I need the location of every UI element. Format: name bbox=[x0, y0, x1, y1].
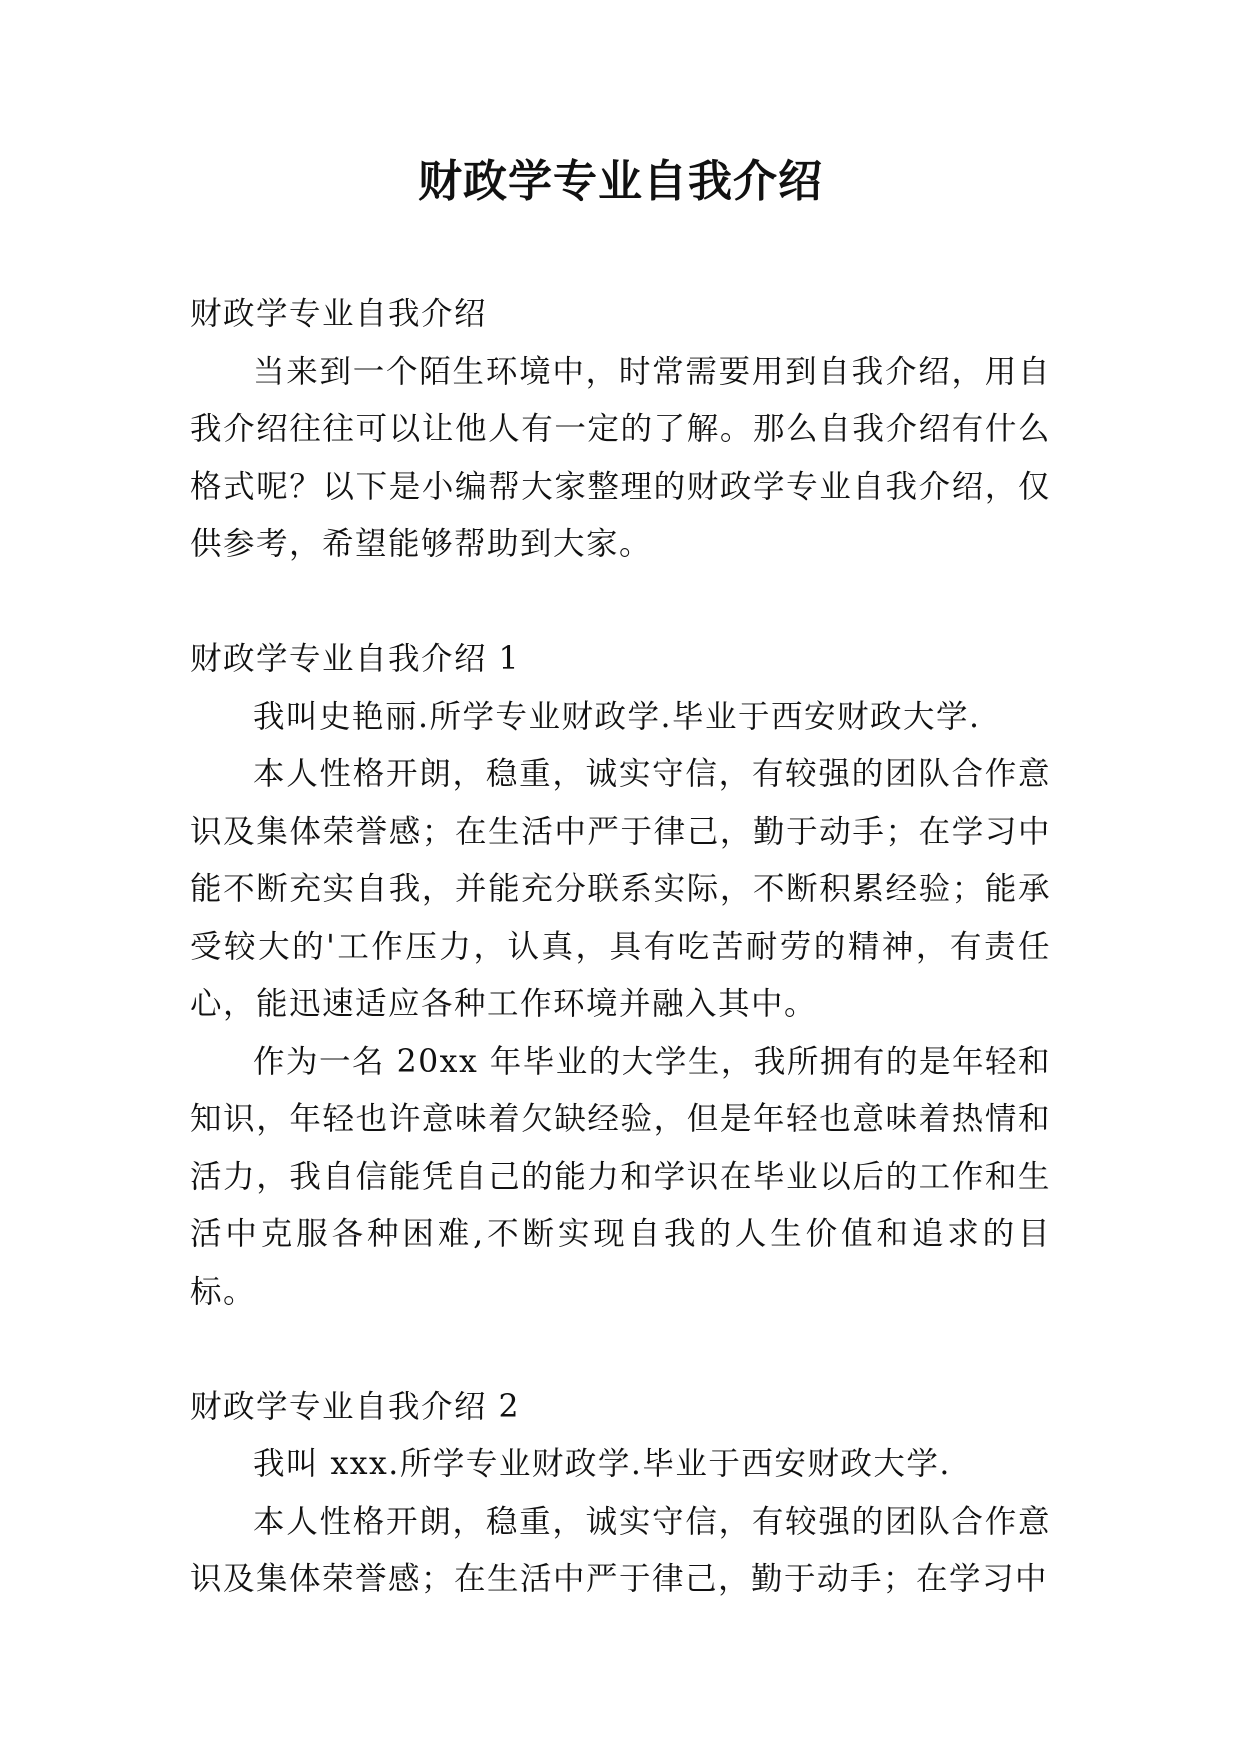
intro-paragraph: 当来到一个陌生环境中，时常需要用到自我介绍，用自我介绍往往可以让他人有一定的了解。那么自我介绍有什么格式呢？以下是小编帮大家整理的财政学专业自我介绍，仅供参考，希望能够帮助到大家。 bbox=[190, 353, 1051, 562]
section-1-heading: 财政学专业自我介绍 1 bbox=[190, 641, 521, 677]
section-spacer bbox=[190, 1321, 1051, 1379]
section-1-paragraph-1: 我叫史艳丽.所学专业财政学.毕业于西安财政大学. bbox=[253, 698, 981, 735]
section-spacer bbox=[190, 574, 1051, 632]
document-title: 财政学专业自我介绍 bbox=[418, 156, 823, 207]
section-1-paragraph-3: 作为一名 20xx 年毕业的大学生，我所拥有的是年轻和知识，年轻也许意味着欠缺经验，但是年轻也意味着热情和活力，我自信能凭自己的能力和学识在毕业以后的工作和生活中克服各种困难,不断实现自我的人生价值和追求的目标。 bbox=[190, 1043, 1051, 1310]
section-2-heading: 财政学专业自我介绍 2 bbox=[190, 1388, 521, 1425]
section-2-paragraph-2: 本人性格开朗，稳重，诚实守信，有较强的团队合作意识及集体荣誉感；在生活中严于律己，勤于动手；在学习中 bbox=[190, 1503, 1051, 1597]
intro-heading: 财政学专业自我介绍 bbox=[190, 296, 488, 332]
document-body bbox=[190, 286, 1051, 1609]
section-2-paragraph-1: 我叫 xxx.所学专业财政学.毕业于西安财政大学. bbox=[253, 1446, 951, 1482]
section-1-paragraph-2: 本人性格开朗，稳重，诚实守信，有较强的团队合作意识及集体荣誉感；在生活中严于律己，勤于动手；在学习中能不断充实自我，并能充分联系实际，不断积累经验；能承受较大的'工作压力，认真，具有吃苦耐劳的精神，有责任心，能迅速适应各种工作环境并融入其中。 bbox=[190, 756, 1051, 1022]
